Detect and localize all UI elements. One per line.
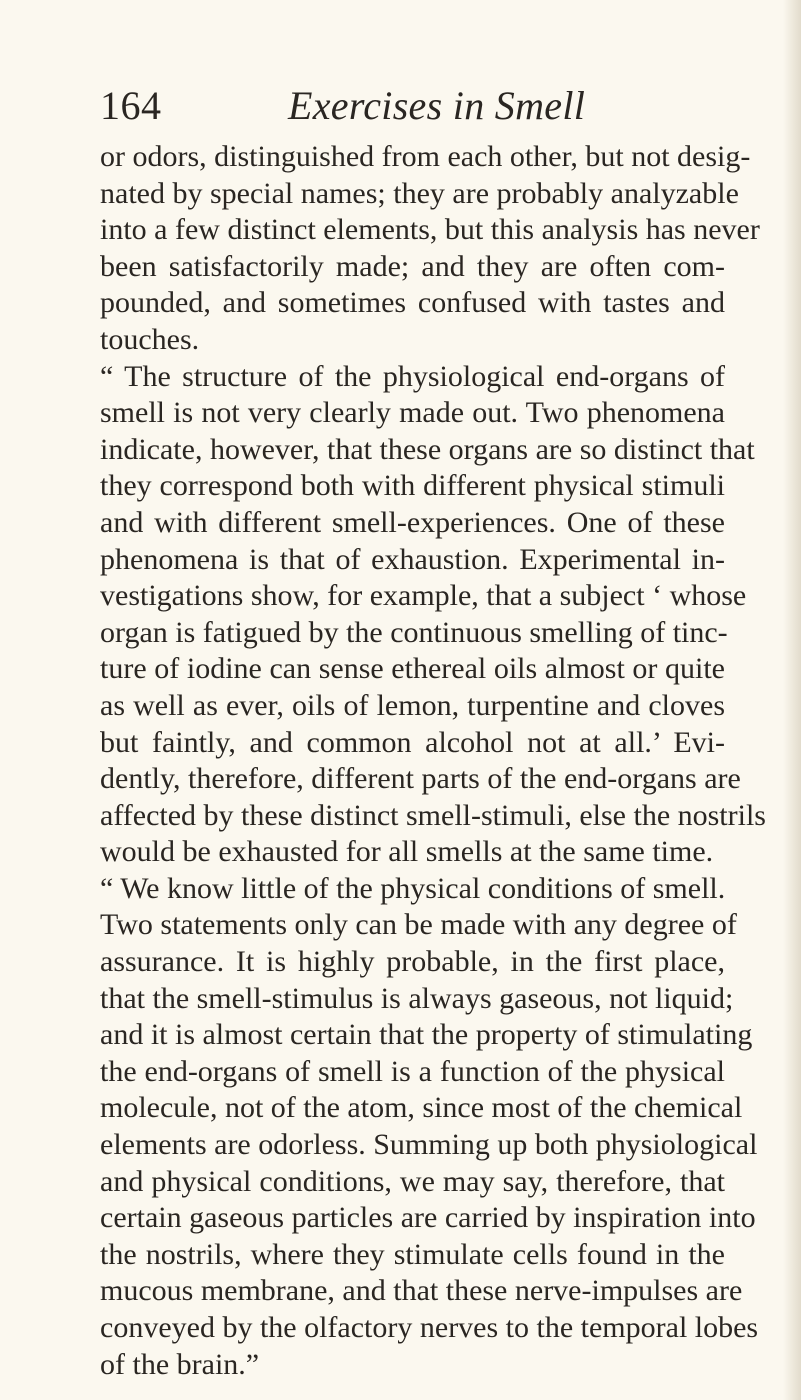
text-line: that the smell-stimulus is always gaseous, not liquid; [100,981,734,1015]
text-line: dently, therefore, different parts of the end-organs are [100,762,741,796]
page-edge-shadow [783,0,801,1400]
text-line: affected by these distinct smell-stimuli, else the nostrils [100,798,766,832]
text-line: phenomena is that of exhaustion. Experimental in- [100,542,725,576]
text-line: as well as ever, oils of lemon, turpentine and cloves [100,688,725,722]
text-line: organ is fatigued by the continuous smelling of tinc- [100,615,728,649]
text-line: the end-organs of smell is a function of the physical [100,1054,725,1088]
text-line: the nostrils, where they stimulate cells found in the [100,1237,725,1271]
text-line: or odors, distinguished from each other, but not desig- [100,140,751,173]
text-line: pounded, and sometimes confused with tastes and [100,286,725,320]
text-line: of the brain.” [100,1347,260,1381]
text-line: conveyed by the olfactory nerves to the temporal lobes [100,1311,759,1344]
text-line: Two statements only can be made with any degree of [100,908,737,942]
text-line: and with different smell-experiences. One of these [100,505,725,539]
running-title: Exercises in Smell [288,83,586,128]
text-line: into a few distinct elements, but this analysis has never [100,213,760,247]
text-line: would be exhausted for all smells at the same time. [100,835,714,869]
text-line: “ The structure of the physiological end-organs of [100,359,725,393]
body-text [100,139,766,1383]
text-line: elements are odorless. Summing up both physiological [100,1128,758,1162]
text-line: certain gaseous particles are carried by inspiration into [100,1201,756,1235]
text-line: and physical conditions, we may say, therefore, that [100,1164,725,1198]
text-line: ture of iodine can sense ethereal oils almost or quite [100,652,725,686]
text-line: smell is not very clearly made out. Two phenomena [100,396,725,430]
text-line: “ We know little of the physical conditions of smell. [100,871,726,905]
running-head [100,78,720,134]
text-line: and it is almost certain that the property of stimulating [100,1018,753,1052]
text-line: molecule, not of the atom, since most of the chemical [100,1091,743,1125]
text-line: been satisfactorily made; and they are often com- [100,249,725,283]
text-line: assurance. It is highly probable, in the first place, [100,945,725,979]
text-line: indicate, however, that these organs are so distinct that [100,432,755,466]
text-line: vestigations show, for example, that a subject ‘ whose [100,579,747,613]
text-line: mucous membrane, and that these nerve-impulses are [100,1274,743,1308]
text-line: touches. [100,322,200,356]
page-number: 164 [100,83,162,128]
text-line: but faintly, and common alcohol not at all.’ Evi- [100,725,725,759]
text-line: nated by special names; they are probably analyzable [100,176,739,210]
text-line: they correspond both with different physical stimuli [100,469,725,503]
